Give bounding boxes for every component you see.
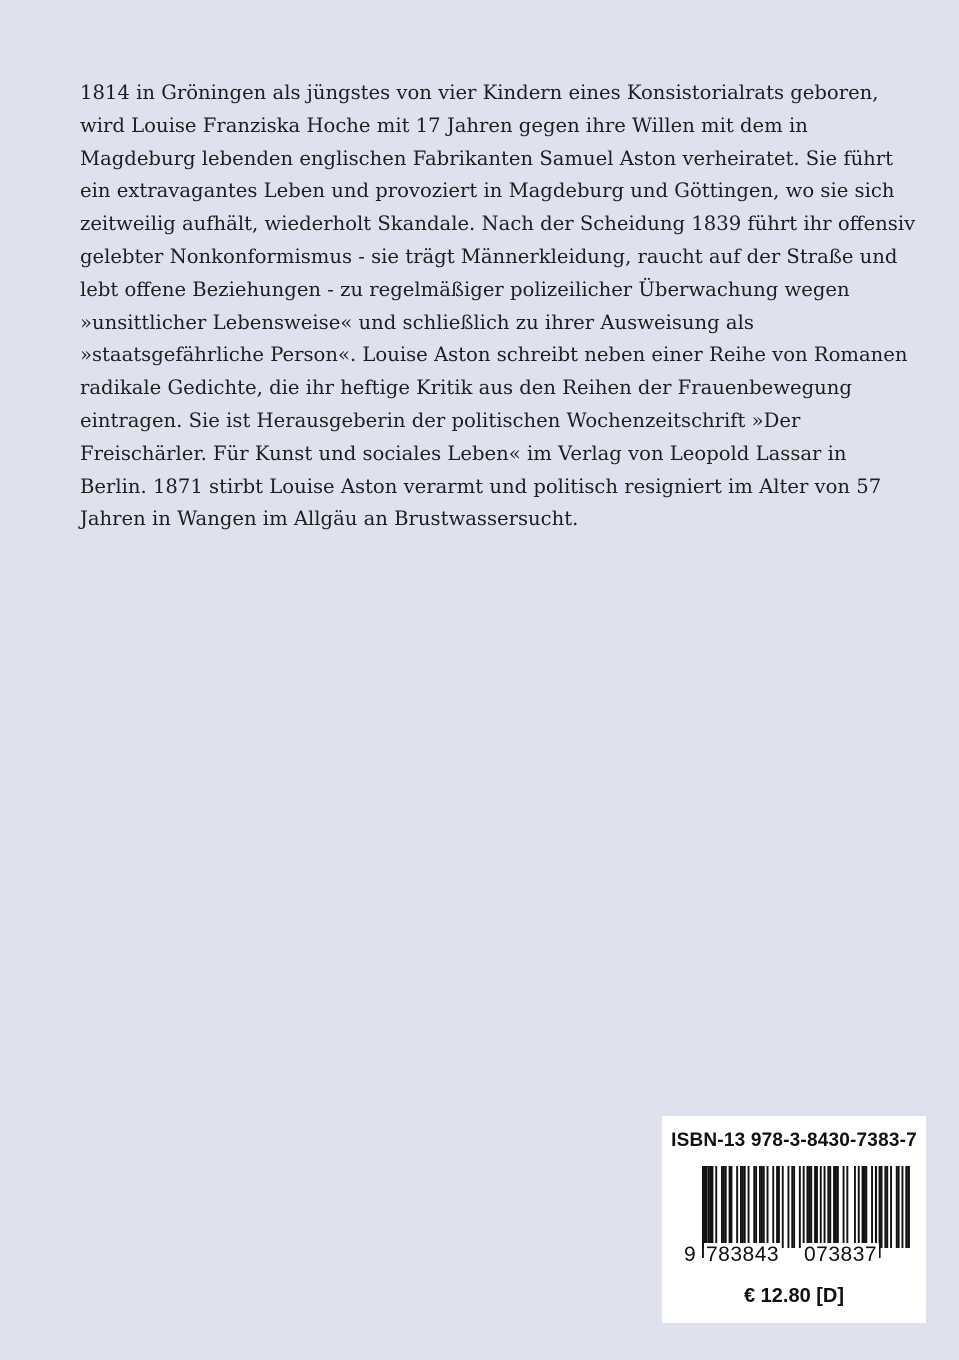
barcode-bar xyxy=(788,1166,790,1248)
isbn-barcode-box xyxy=(662,1116,926,1323)
barcode-bar xyxy=(740,1166,742,1248)
blurb-line: 1814 in Gröningen als jüngstes von vier Kindern eines Konsistorialrats geboren, xyxy=(80,81,879,104)
barcode-bar xyxy=(748,1166,750,1248)
blurb-line: lebt offene Beziehungen - zu regelmäßiger polizeilicher Überwachung wegen xyxy=(80,277,850,301)
barcode-digits-left: 783843 xyxy=(706,1243,780,1266)
barcode-bar xyxy=(865,1166,867,1248)
barcode-bar xyxy=(778,1166,780,1248)
barcode-bar xyxy=(782,1166,784,1248)
blurb-line: gelebter Nonkonformismus - sie trägt Männerkleidung, raucht auf der Straße und xyxy=(80,244,898,268)
barcode-bar xyxy=(761,1166,763,1248)
barcode-bar xyxy=(833,1166,835,1248)
barcode-bar xyxy=(710,1166,712,1248)
barcode-bar xyxy=(725,1166,727,1248)
barcode-bar xyxy=(729,1166,731,1248)
barcode-bar xyxy=(799,1166,801,1248)
barcode-bar xyxy=(704,1166,706,1248)
barcode-bar xyxy=(791,1166,793,1248)
blurb-line: »unsittlicher Lebensweise« und schließlich zu ihrer Ausweisung als xyxy=(80,310,754,334)
barcode-bar xyxy=(744,1166,746,1248)
barcode-bar xyxy=(759,1166,761,1248)
barcode-bar xyxy=(871,1166,873,1248)
barcode-bar xyxy=(824,1166,826,1248)
barcode-bar xyxy=(837,1166,839,1248)
barcode-bar xyxy=(820,1166,822,1248)
blurb-line: eintragen. Sie ist Herausgeberin der politischen Wochenzeitschrift »Der xyxy=(80,408,801,432)
barcode-bar xyxy=(881,1166,883,1248)
barcode-bar xyxy=(755,1166,757,1248)
barcode-digit-first: 9 xyxy=(684,1243,696,1266)
isbn-label: ISBN-13 978-3-8430-7383-7 xyxy=(671,1130,917,1151)
barcode-bar xyxy=(814,1166,816,1248)
barcode-bar xyxy=(862,1166,864,1248)
barcode-bar xyxy=(776,1166,778,1248)
barcode-bar xyxy=(808,1166,810,1248)
blurb-line: wird Louise Franziska Hoche mit 17 Jahren gegen ihre Willen mit dem in xyxy=(80,113,808,137)
barcode-bar xyxy=(736,1166,738,1248)
barcode-bar xyxy=(816,1166,818,1248)
blurb-line: Berlin. 1871 stirbt Louise Aston verarmt und politisch resigniert im Alter von 57 xyxy=(80,474,882,498)
barcode-bar xyxy=(767,1166,769,1248)
barcode-bar xyxy=(886,1166,888,1248)
barcode-bar xyxy=(723,1166,725,1248)
barcode-bar xyxy=(858,1166,860,1248)
barcode-bar xyxy=(810,1166,812,1248)
barcode-bar xyxy=(835,1166,837,1248)
barcode-bar xyxy=(753,1166,755,1248)
blurb-line: zeitweilig aufhält, wiederholt Skandale. Nach der Scheidung 1839 führt ihr offensiv xyxy=(80,212,916,236)
barcode-bar xyxy=(884,1166,886,1248)
barcode-bar xyxy=(846,1166,848,1248)
blurb-line: radikale Gedichte, die ihr heftige Kritik aus den Reihen der Frauenbewegung xyxy=(80,376,852,400)
barcode-bar xyxy=(721,1166,723,1248)
barcode-bar xyxy=(896,1166,898,1248)
blurb-line: Magdeburg lebenden englischen Fabrikanten Samuel Aston verheiratet. Sie führt xyxy=(80,146,894,170)
barcode-bar xyxy=(807,1166,809,1248)
blurb-line: Jahren in Wangen im Allgäu an Brustwassersucht. xyxy=(80,507,579,531)
barcode-bar xyxy=(898,1166,900,1248)
barcode-bar xyxy=(827,1166,829,1248)
barcode-bar xyxy=(803,1166,805,1248)
barcode-bar xyxy=(708,1166,710,1248)
barcode-bar xyxy=(843,1166,845,1248)
barcode-bar xyxy=(905,1166,907,1248)
barcode-bar xyxy=(854,1166,856,1248)
barcode-bar xyxy=(909,1166,910,1248)
barcode-bar xyxy=(829,1166,831,1248)
price-label: € 12.80 [D] xyxy=(743,1285,845,1307)
barcode-bar xyxy=(864,1166,866,1248)
barcode-bar xyxy=(731,1166,733,1248)
barcode-bar xyxy=(763,1166,765,1248)
blurb-line: »staatsgefährliche Person«. Louise Aston schreibt neben einer Reihe von Romanen xyxy=(80,343,908,367)
barcode-digits-right: 073837 xyxy=(804,1243,878,1266)
barcode-bar xyxy=(793,1166,795,1248)
blurb-line: Freischärler. Für Kunst und sociales Leben« im Verlag von Leopold Lassar in xyxy=(80,441,847,465)
back-cover-blurb xyxy=(80,77,916,536)
barcode-bar xyxy=(902,1166,904,1248)
blurb-line: ein extravagantes Leben und provoziert in Magdeburg und Göttingen, wo sie sich xyxy=(80,179,895,203)
barcode-bar xyxy=(712,1166,714,1248)
barcode-bar xyxy=(890,1166,892,1248)
barcode-bar xyxy=(907,1166,909,1248)
barcode-bar xyxy=(715,1166,717,1248)
barcode-bar xyxy=(742,1166,744,1248)
barcode-bar xyxy=(772,1166,774,1248)
